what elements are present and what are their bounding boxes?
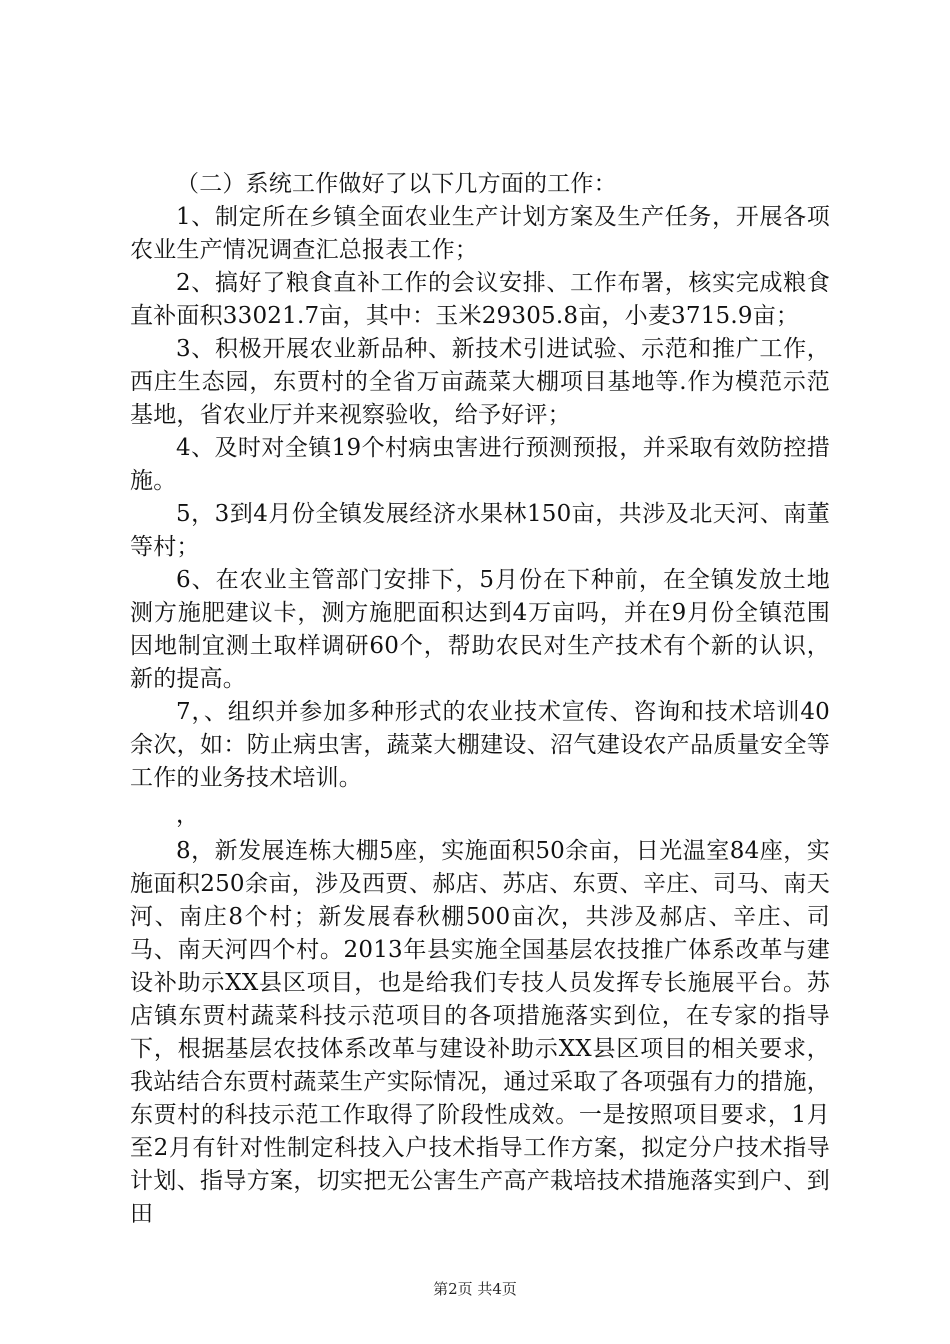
- page-number-footer: 第2页 共4页: [433, 1280, 517, 1298]
- paragraph-item-5: 5，3到4月份全镇发展经济水果林150亩，共涉及北天河、南董等村；: [130, 501, 830, 560]
- paragraph-item-7: 7，、组织并参加多种形式的农业技术宣传、咨询和技术培训40余次，如：防止病虫害，蔬菜大棚建设、沼气建设农产品质量安全等工作的业务技术培训。: [130, 699, 830, 791]
- paragraph-heading: （二）系统工作做好了以下几方面的工作：: [176, 171, 617, 197]
- paragraph-item-8: 8，新发展连栋大棚5座，实施面积50余亩，日光温室84座，实施面积250余亩，涉及西贾、郝店、苏店、东贾、辛庄、司马、南天河、南庄8个村；新发展春秋棚500亩次，共涉及郝店、辛庄、司马、南天河四个村。2013年县实施全国基层农技推广体系改革与建设补助示XX县区项目，也是给我们专技人员发挥专长施展平台。苏店镇东贾村蔬菜科技示范项目的各项措施落实到位，在专家的指导下，根据基层农技体系改革与建设补助示XX县区项目的相关要求，我站结合东贾村蔬菜生产实际情况，通过采取了各项强有力的措施，东贾村的科技示范工作取得了阶段性成效。一是按照项目要求，1月至2月有针对性制定科技入户技术指导工作方案，拟定分户技术指导计划、指导方案，切实把无公害生产高产栽培技术措施落实到户、到田: [130, 838, 830, 1227]
- paragraph-item-6: 6、在农业主管部门安排下，5月份在下种前，在全镇发放土地测方施肥建议卡，测方施肥面积达到4万亩吗，并在9月份全镇范围因地制宜测土取样调研60个，帮助农民对生产技术有个新的认识，新的提高。: [130, 567, 830, 692]
- paragraph-item-3: 3、积极开展农业新品种、新技术引进试验、示范和推广工作，西庄生态园，东贾村的全省万亩蔬菜大棚项目基地等.作为模范示范基地，省农业厅并来视察验收，给予好评；: [130, 336, 830, 428]
- paragraph-item-4: 4、及时对全镇19个村病虫害进行预测预报，并采取有效防控措施。: [130, 435, 830, 494]
- paragraph-item-1: 1、制定所在乡镇全面农业生产计划方案及生产任务，开展各项农业生产情况调查汇总报表工作；: [130, 204, 830, 263]
- document-body: [130, 168, 830, 1231]
- stray-comma: ，: [176, 802, 200, 828]
- paragraph-item-2: 2、搞好了粮食直补工作的会议安排、工作布署，核实完成粮食直补面积33021.7亩，其中：玉米29305.8亩，小麦3715.9亩；: [130, 270, 830, 329]
